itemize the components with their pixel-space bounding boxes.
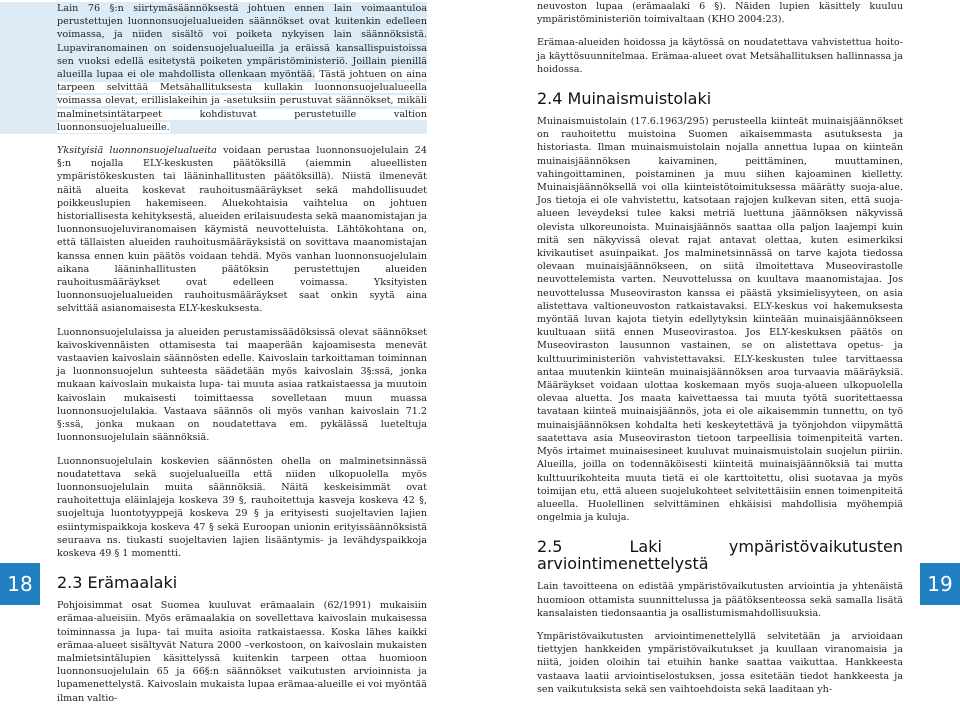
left-column xyxy=(57,2,427,715)
heading-muinaismuistolaki: 2.4 Muinaismuistolaki xyxy=(537,89,712,109)
paragraph-menettely: Ympäristövaikutusten arviointimenettelyllä selvitetään ja arvioidaan tiettyjen hankkeiden ympäristövaikutukset ja kuullaan viranomaisia ja niitä, joiden oloihin tai etuihin hanke saattaa vaikuttaa. Hankkeesta vastaava laatii arviointiselostuksen, jossa esitetään tiedot hankkeesta ja sen vaikutuksista sekä sen vaihtoehdoista sekä laaditaan yh- xyxy=(537,630,903,695)
paragraph-neuvoston: neuvoston lupaa (erämaalaki 6 §). Näiden lupien käsittely kuuluu ympäristöministeriön toimivaltaan (KHO 2004:23). xyxy=(537,1,903,26)
paragraph-muinaismuisto: Muinaismuistolain (17.6.1963/295) perusteella kiinteät muinaisjäännökset on rauhoitettu muistoina Suomen aikaisemmasta asutuksesta ja historiasta. Ilman muinaismuistolain nojalla annettua lupaa on kiinteän muinaisjäännöksen kaivaminen, peittäminen, muuttaminen, vahingoittaminen, poistaminen ja muu siihen kajoaminen kielletty. Muinaisjäännöksellä voi olla kiinteistötoimituksessa määrätty suoja-alue. Jos tietoja ei ole vahvistettu, katsotaan rajojen kulkevan siten, että suoja-alueen leveydeksi tulee kaksi metriä luettuna jäännöksen näkyvissä olevista ulkoreunoista. Muinaisjäännös saattaa olla paljon laajempi kuin mitä sen näkyvissä olevat rajat antavat olettaa, kuten esimerkiksi kivikautiset asuinpaikat. Jos malminetsinnässä on tarve kajota tiedossa olevaan muinaisjäännökseen, on siitä ilmoitettava Museovirastolle neuvottelemista varten. Neuvottelussa on kuultava maanomistajaa. Jos neuvottelussa Museoviraston kanssa ei päästä yksimielisyyteen, on asia alistettava valtioneuvoston ratkaistavaksi. ELY-keskus voi hakemuksesta myöntää luvan kajota tietyin edellytyksin kiinteään muinaisjäännökseen kuultuaan siitä ennen Museovirastoa. Jos ELY-keskuksen päätös on Museoviraston lausunnon vastainen, se on alistettava opetus- ja kulttuuriministeriön vahvistettavaksi. ELY-keskusten tulee tarvittaessa antaa muutenkin kiinteän muinaisjäännöksen aroa turvaavia määräyksiä. Määräykset voidaan ulottaa koskemaan myös suoja-alueen ulkopuolella olevaa aluetta. Jos maata kaivettaessa tai muuta työtä suoritettaessa tavataan kiinteä muinaisjäännös, jota ei ole aikaisemmin tunnettu, on työ muinaisjäännöksen kohdalta heti keskeytettävä ja työnjohdon viipymättä saatettava asia Museoviraston tietoon tarpeellisia toimenpiteitä varten. Myös irtaimet muinaisesineet kuuluvat muinaismuistolain suojelun piiriin. Alueilla, joilla on todennäköisesti kiinteitä muinaisjäännöksiä tai mutta kulttuurikohteita muuta tietä ei ole karttoitettu, olisi suotavaa ja myös toimijan etu, että alueen suojelukohteet selvitettäisiin ennen toimenpiteitä alueella. Huolellinen selvittäminen ehkäisisi mahdollisia myöhempiä ongelmia ja kuluja. xyxy=(537,116,903,524)
paragraph-hoito: Erämaa-alueiden hoidossa ja käytössä on noudatettava vahvistettua hoito- ja käyttösuunnitelmaa. Erämaa-alueet ovat Metsähallituksen hallinnassa ja hoidossa. xyxy=(537,37,903,75)
private-areas-paragraph: voidaan perustaa luonnonsuojelulain 24 §:n nojalla ELY-keskusten päätöksillä (aiemmin alueellisten ympäristökeskusten tai lääninhallitusten päätöksillä). Niistä ilmenevät näitä alueita koskevat rauhoitusmääräykset sekä mahdollisuudet poikkeuslupien hakemiseen. Aluekohtaisia vaihtelua on johtuen historiallisesta kehityksestä, alueiden erilaisuudesta sekä maanomistajan ja luonnonsuojeluviranomaisen käymistä neuvotteluista. Lähtökohtana on, että tällaisten alueiden rauhoitusmääräyksistä on sovittava maanomistajan kanssa ennen kuin päätös voidaan tehdä. Myös vanhan luonnonsuojelulain aikana lääninhallitusten päätöksin perustettujen alueiden rauhoitusmääräykset ovat edelleen voimassa. Yksityisten luonnonsuojelualueiden rauhoitusmääräykset saat onkin syytä aina selvittää asianomaisesta ELY-keskuksesta. xyxy=(57,145,427,315)
highlight-box xyxy=(0,2,427,134)
paragraph-luonnonsuojelulaissa: Luonnonsuojelulaissa ja alueiden perustamissäädöksissä olevat säännökset kaivoskivennäisten ottamisesta tai maaperään kajoamisesta menevät vastaavien kaivoslain säännösten edelle. Kaivoslain tarkoittaman toiminnan ja luonnonsuojelun suhteesta säädetään myös kaivoslain 3§:ssä, jonka mukaan kaivoslain mukaista lupa- tai muuta asiaa ratkaistaessa ja muutoin kaivoslain mukaisesti toimittaessa sovelletaan muun muassa luonnonsuojelulakia. Vastaava säännös oli myös vanhan kaivoslain 71.2 §:ssä, jonka mukaan on noudatettava em. pykälässä lueteltuja luonnonsuojelulain säännöksiä. xyxy=(57,326,427,444)
paragraph-luonnonsuojelulain: Luonnonsuojelulain koskevien säännösten ohella on malminetsinnässä noudatettava sekä suojelualueilla että niiden ulkopuolella myös luonnonsuojelulain muita säännöksiä. Näitä keskeisimmät ovat rauhoitettuja eläinlajeja koskeva 39 §, rauhoitettuja kasveja koskeva 42 §, suojeltuja luontotyyppejä koskeva 29 § ja erityisesti suojeltavien lajien esiintymispaikkoja koskeva 47 § sekä Euroopan unionin erityissäännöksistä seuraava ns. tiukasti suojeltavien lajien lisääntymis- ja levähdyspaikkoja koskeva 49 § 1 momentti. xyxy=(57,455,427,559)
private-areas-term: Yksityisiä luonnonsuojelualueita xyxy=(57,145,217,157)
heading-yva: 2.5 Laki ympäristövaikutusten arviointimenettelystä xyxy=(537,537,903,574)
paragraph-eramaa: Pohjoisimmat osat Suomea kuuluvat erämaalain (62/1991) mukaisiin erämaa-alueisiin. Myös erämaalakia on sovellettava kaivoslain mukaisessa toiminnassa ja lupa- tai muita asioita ratkaistaessa. Koska lähes kaikki erämaa-alueet sisältyvät Natura 2000 –verkostoon, on kaivoslain mukaisten malmietsintälupien käsittelyssä kuitenkin tarpeen ottaa huomioon luonnonsuojelulain 65 ja 66§:n säännökset vaikutusten arvioinnista ja lupamenettelystä. Kaivoslain mukaista lupaa erämaa-alueille ei voi myöntää ilman valtio- xyxy=(57,600,427,704)
page-number-left: 18 xyxy=(0,563,40,605)
box-text-after: Tästä johtuen on aina tarpeen selvittää Metsähallituksesta kullakin luonnonsuojelualueella voimassa olevat, erillislakeihin ja -asetuksiin perustuvat säännökset, mikäli malminetsintätarpeet kohdistuvat perustetuille valtion luonnonsuojelualueille. xyxy=(57,69,427,133)
paragraph-tavoite: Lain tavoitteena on edistää ympäristövaikutusten arviointia ja yhtenäistä huomioon ottamista suunnittelussa ja päätöksenteossa sekä samalla lisätä kansalaisten tiedonsaantia ja osallistumismahdollisuuksia. xyxy=(537,581,903,619)
box-text: Lain 76 §:n siirtymäsäännöksestä johtuen ennen lain voimaantuloa perustettujen luonnonsuojelualueiden säännökset ovat kuitenkin edelleen voimassa, ja niiden sisältö voi poiketa nykyisen lain säännöksistä. Lupaviranomainen on soidensuojelualueilla ja eräissä kansallispuistoissa sen vuoksi edellä esitetystä poiketen ympäristöministeriö. Joillain pienillä alueilla lupaa ei ole mahdollista ollenkaan myöntää. xyxy=(57,3,427,81)
right-column xyxy=(537,0,903,706)
page-number-right: 19 xyxy=(920,563,960,605)
heading-eramaalaki: 2.3 Erämaalaki xyxy=(57,573,178,593)
